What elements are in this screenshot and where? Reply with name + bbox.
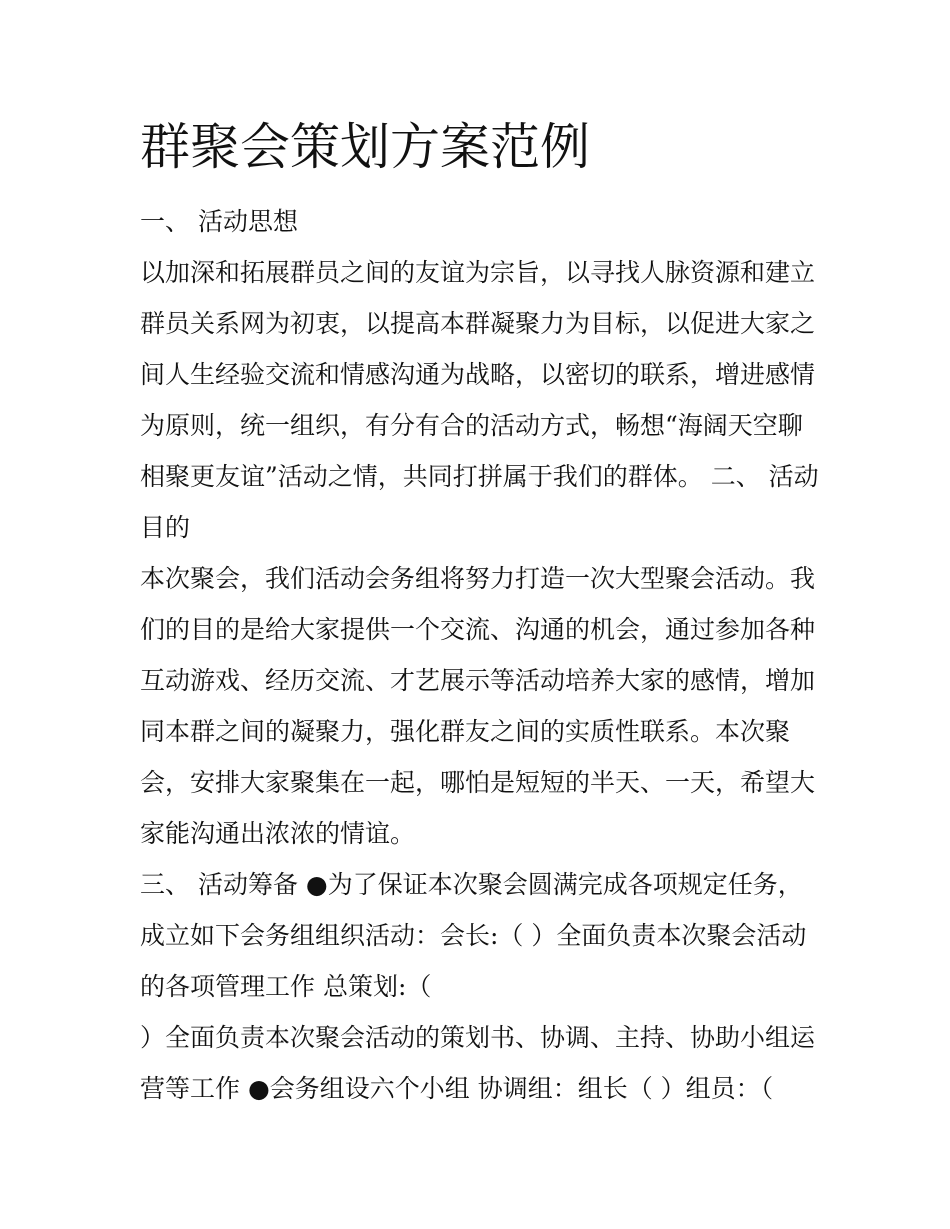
paragraph-line: 目的 (140, 513, 191, 542)
paragraph-line: 会，安排大家聚集在一起，哪怕是短短的半天、一天，希望大 (140, 768, 816, 797)
paragraph-line: 成立如下会务组组织活动：会长:（ ）全面负责本次聚会活动 (140, 921, 807, 950)
document-title: 群聚会策划方案范例 (140, 118, 590, 176)
paragraph-line: 为原则，统一组织，有分有合的活动方式，畅想“海阔天空聊 (140, 411, 803, 440)
paragraph-line: 互动游戏、经历交流、才艺展示等活动培养大家的感情，增加 (140, 666, 816, 695)
paragraph-line: 们的目的是给大家提供一个交流、沟通的机会，通过参加各种 (140, 615, 816, 644)
paragraph-line: 间人生经验交流和情感沟通为战略，以密切的联系，增进感情 (140, 360, 816, 389)
paragraph-line: 以加深和拓展群员之间的友谊为宗旨，以寻找人脉资源和建立 (140, 258, 816, 287)
paragraph-line: 的各项管理工作 总策划:（ (140, 972, 432, 1001)
paragraph-line: 家能沟通出浓浓的情谊。 (140, 819, 416, 848)
paragraph-line: 本次聚会，我们活动会务组将努力打造一次大型聚会活动。我 (140, 564, 816, 593)
paragraph-line: ）全面负责本次聚会活动的策划书、协调、主持、协助小组运 (140, 1023, 816, 1052)
paragraph-line: 相聚更友谊”活动之情，共同打拼属于我们的群体。 二、 活动 (140, 462, 819, 491)
paragraph-line: 同本群之间的凝聚力，强化群友之间的实质性联系。本次聚 (140, 717, 791, 746)
document-body (140, 200, 820, 1118)
paragraph-line: 群员关系网为初衷，以提高本群凝聚力为目标，以促进大家之 (140, 309, 816, 338)
paragraph-line: 营等工作 ●会务组设六个小组 协调组：组长（ ）组员：（ (140, 1074, 774, 1103)
section-heading-activity-idea: 一、 活动思想 (140, 207, 298, 236)
paragraph-line: 三、 活动筹备 ●为了保证本次聚会圆满完成各项规定任务， (140, 870, 803, 899)
